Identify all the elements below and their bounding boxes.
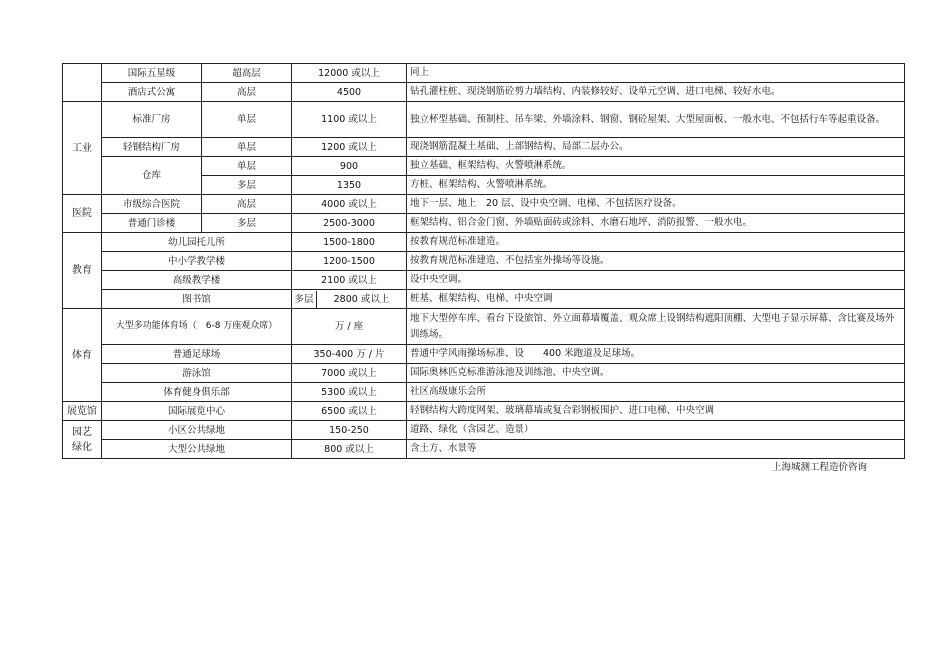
- item-name: 幼儿园托儿所: [102, 233, 292, 252]
- item-name: 大型公共绿地: [102, 440, 292, 459]
- category-industry: 工业: [63, 102, 102, 195]
- table-row: [63, 290, 905, 309]
- unit-price: 800 或以上: [292, 440, 407, 459]
- description: 含土方、水景等: [407, 440, 905, 459]
- building-type: 多层: [202, 214, 292, 233]
- unit-price: 1350: [292, 176, 407, 195]
- unit-price: 万 / 座: [292, 309, 407, 345]
- building-type: 高层: [202, 195, 292, 214]
- table-row: [63, 195, 905, 214]
- building-type: 多层: [202, 176, 292, 195]
- building-type: 单层: [202, 138, 292, 157]
- description: 框架结构、铝合金门窗、外墙贴面砖或涂料、水磨石地坪、消防报警、一般水电。: [407, 214, 905, 233]
- table-row: [63, 440, 905, 459]
- unit-price: 1200 或以上: [292, 138, 407, 157]
- item-name: 大型多功能体育场（ 6-8 万座观众席）: [102, 309, 292, 345]
- building-type: 多层: [292, 291, 317, 308]
- item-name: 游泳馆: [102, 364, 292, 383]
- description: 按教育规范标准建造。: [407, 233, 905, 252]
- description: 设中央空调。: [407, 271, 905, 290]
- table-row: [63, 233, 905, 252]
- category-landscape-line2: 绿化: [72, 441, 92, 453]
- description: 地下大型停车库、看台下设旅馆、外立面幕墙覆盖、观众席上设钢结构遮阳顶棚、大型电子显示屏幕、含比赛及场外训练场。: [407, 309, 905, 345]
- table-row: [63, 64, 905, 83]
- unit-price: 1100 或以上: [292, 102, 407, 138]
- item-name: 标准厂房: [102, 102, 202, 138]
- category-landscape: [63, 421, 102, 459]
- category-exhibition: 展览馆: [63, 402, 102, 421]
- item-name: 市级综合医院: [102, 195, 202, 214]
- table-row: [63, 271, 905, 290]
- description: 独立基础、框架结构、火警喷淋系统。: [407, 157, 905, 176]
- item-name: 国际展览中心: [102, 402, 292, 421]
- table-row: [63, 345, 905, 364]
- table-row: [63, 364, 905, 383]
- item-name: 普通足球场: [102, 345, 292, 364]
- unit-price: 4500: [292, 83, 407, 102]
- description: 桩基、框架结构、电梯、中央空调: [407, 290, 905, 309]
- building-type: 单层: [202, 102, 292, 138]
- unit-price: 1200-1500: [292, 252, 407, 271]
- unit-price: 7000 或以上: [292, 364, 407, 383]
- item-name: 高级教学楼: [102, 271, 292, 290]
- description: 国际奥林匹克标准游泳池及训练池、中央空调。: [407, 364, 905, 383]
- description: 地下一层、地上 20 层、设中央空调、电梯、不包括医疗设备。: [407, 195, 905, 214]
- table-row: [63, 309, 905, 345]
- description: 方桩、框架结构、火警喷淋系统。: [407, 176, 905, 195]
- description: 钻孔灌柱桩、现浇钢筋砼剪力墙结构、内装修较好、设单元空调、进口电梯、较好水电。: [407, 83, 905, 102]
- unit-price: 350-400 万 / 片: [292, 345, 407, 364]
- unit-price: 2500-3000: [292, 214, 407, 233]
- description: 道路、绿化（含园艺、造景）: [407, 421, 905, 440]
- table-row: [63, 252, 905, 271]
- description: 普通中学风雨操场标准、设 400 米跑道及足球场。: [407, 345, 905, 364]
- category-landscape-line1: 园艺: [72, 426, 92, 438]
- category-blank-cell: [63, 64, 102, 102]
- description: 独立杯型基础、预制柱、吊车梁、外墙涂料、钢窗、钢砼屋架、大型屋面板、一般水电、不包括行车等起重设备。: [407, 102, 905, 138]
- unit-price: 12000 或以上: [292, 64, 407, 83]
- building-cost-table: [62, 63, 905, 459]
- item-name: 小区公共绿地: [102, 421, 292, 440]
- table-row: [63, 421, 905, 440]
- unit-price: 150-250: [292, 421, 407, 440]
- unit-price: 900: [292, 157, 407, 176]
- item-name: 体育健身俱乐部: [102, 383, 292, 402]
- category-hospital: 医院: [63, 195, 102, 233]
- unit-price: 5300 或以上: [292, 383, 407, 402]
- description: 按教育规范标准建造、不包括室外操场等设施。: [407, 252, 905, 271]
- item-name: 酒店式公寓: [102, 83, 202, 102]
- unit-price: 1500-1800: [292, 233, 407, 252]
- item-name: 图书馆: [102, 290, 292, 309]
- unit-price: 4000 或以上: [292, 195, 407, 214]
- item-name: 中小学教学楼: [102, 252, 292, 271]
- table-row: [63, 138, 905, 157]
- description: 轻钢结构大跨度网架、玻璃幕墙或复合彩钢板围护、进口电梯、中央空调: [407, 402, 905, 421]
- table-row: [63, 102, 905, 138]
- item-name: 国际五星级: [102, 64, 202, 83]
- table-row: [63, 157, 905, 176]
- unit-price: 2100 或以上: [292, 271, 407, 290]
- table-row: [63, 383, 905, 402]
- item-name: 仓库: [102, 157, 202, 195]
- category-education: 教育: [63, 233, 102, 309]
- category-sports: 体育: [63, 309, 102, 402]
- footer-company-name: 上海城测工程造价咨询: [772, 462, 868, 473]
- unit-price: 6500 或以上: [292, 402, 407, 421]
- item-name: 轻钢结构厂房: [102, 138, 202, 157]
- library-type-price-cell: [292, 290, 407, 309]
- item-name: 普通门诊楼: [102, 214, 202, 233]
- table-row: [63, 402, 905, 421]
- table-row: [63, 214, 905, 233]
- description: 同上: [407, 64, 905, 83]
- description: 现浇钢筋混凝土基础、上部钢结构、局部二层办公。: [407, 138, 905, 157]
- table-row: [63, 83, 905, 102]
- unit-price: 2800 或以上: [333, 293, 390, 305]
- building-type: 单层: [202, 157, 292, 176]
- building-type: 超高层: [202, 64, 292, 83]
- description: 社区高级康乐会所: [407, 383, 905, 402]
- cost-table-page: [62, 63, 904, 459]
- building-type: 高层: [202, 83, 292, 102]
